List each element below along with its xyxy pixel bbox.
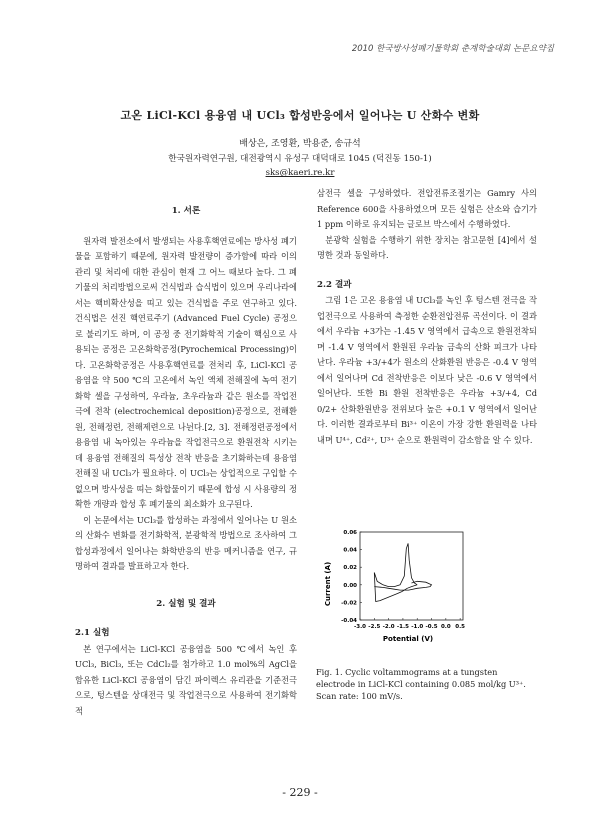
y-tick-label: -0.04 bbox=[341, 618, 357, 624]
x-tick-label: -1.0 bbox=[411, 624, 424, 630]
subsection-heading-results: 2.2 결과 bbox=[317, 279, 352, 290]
left-column bbox=[75, 204, 297, 719]
x-tick-label: -2.5 bbox=[368, 624, 381, 630]
cv-chart bbox=[318, 524, 468, 644]
x-tick-label: -2.0 bbox=[382, 624, 395, 630]
author-email[interactable]: sks@kaeri.re.kr bbox=[265, 168, 335, 178]
y-tick-label: 0.06 bbox=[343, 530, 357, 536]
x-tick-label: 0.0 bbox=[440, 624, 451, 630]
experiment-paragraph-cont: 삼전극 셀을 구성하였다. 전압전류조절기는 Gamry 사의 Reference 600을 사용하였으며 모든 실험은 산소와 습기가 1 ppm 이하로 유지되는 글로브 박스에서 수행하였다. bbox=[317, 188, 537, 229]
section-heading-experiment: 2. 실험 및 결과 bbox=[156, 598, 216, 609]
x-axis-label: Potential (V) bbox=[382, 635, 434, 643]
y-tick-label: 0.04 bbox=[343, 547, 357, 554]
y-tick-label: -0.02 bbox=[341, 600, 357, 607]
subsection-heading-experiment: 2.1 실험 bbox=[75, 628, 110, 638]
y-axis-label: Current (A) bbox=[324, 561, 332, 607]
intro-paragraph-2: 이 논문에서는 UCl₃를 합성하는 과정에서 일어나는 U 원소의 산화수 변화를 전기화학적, 분광학적 방법으로 조사하여 그 합성과정에서 일어나는 화학반응의 반응 메커니즘을 연구, 규명하여 결과를 발표하고자 한다. bbox=[75, 514, 297, 571]
section-heading-intro: 1. 서론 bbox=[171, 206, 201, 216]
cv-curve-2 bbox=[374, 581, 431, 590]
affiliation: 한국원자력연구원, 대전광역시 유성구 대덕대로 1045 (덕진동 150-1) bbox=[168, 154, 432, 164]
right-column bbox=[317, 186, 537, 448]
results-paragraph: 그림 1은 고온 용융염 내 UCl₃를 녹인 후 텅스텐 전극을 작업전극으로 사용하여 측정한 순환전압전류 곡선이다. 이 결과에서 우라늄 +3가는 -1.45 V 영역에서 급속으로 환원전착되며 -1.4 V 영역에서 환원된 우라늄 금속의 산화 피크가 나타난다. 우라늄 +3/+4가 원소의 산화환원 반응은 -0.4 V 영역에서 일어나며 Cd 전착반응은 이보다 낮은 -0.6 V 영역에서 일어난다. 또한 Bi 환원 전착반응은 우라늄 +3/+4, Cd 0/2+ 산화환원반응 전위보다 높은 +0.1 V 영역에서 일어난다. 이러한 결과로부터 Bi³⁺ 이온이 가장 강한 환원력을 나타내며 U⁴⁺, Cd²⁺, U³⁺ 순으로 환원력이 감소함을 알 수 있다. bbox=[317, 295, 537, 445]
paper-title: 고온 LiCl-KCl 용융염 내 UCl₃ 합성반응에서 일어나는 U 산화수 변화 bbox=[120, 109, 480, 122]
figure-caption: Fig. 1. Cyclic voltammograms at a tungsten electrode in LiCl-KCl containing 0.085 mol/kg U³⁺. Scan rate: 100 mV/s. bbox=[316, 667, 526, 701]
x-tick-label: -3.0 bbox=[353, 624, 367, 630]
analysis-paragraph: 분광학 실험을 수행하기 위한 장치는 참고문헌 [4]에서 설명한 것과 동일하다. bbox=[317, 234, 537, 260]
cv-curve-1 bbox=[374, 543, 417, 601]
authors: 배상은, 조영환, 박용준, 송규석 bbox=[239, 139, 361, 149]
y-tick-label: 0.00 bbox=[343, 582, 357, 589]
page-number: - 229 - bbox=[282, 786, 318, 799]
x-tick-label: -1.5 bbox=[396, 624, 409, 630]
y-tick-label: 0.02 bbox=[343, 565, 357, 572]
x-tick-label: -0.5 bbox=[425, 624, 438, 630]
running-header: 2010 한국방사성폐기물학회 춘계학술대회 논문요약집 bbox=[351, 44, 554, 54]
experiment-paragraph: 본 연구에서는 LiCl-KCl 공융염을 500 ℃에서 녹인 후 UCl₃, BiCl₃, 또는 CdCl₂를 첨가하고 1.0 mol%의 AgCl을 함유한 LiCl-KCl 공융염이 담긴 파이렉스 유리관을 기준전극으로, 텅스텐을 상대전극 및 작업전극으로 사용하여 전기화학적 bbox=[75, 643, 297, 716]
intro-paragraph-1: 원자력 발전소에서 발생되는 사용후핵연료에는 방사성 폐기물을 포함하기 때문에, 원자력 발전량이 증가함에 따라 이의 관리 및 처리에 대한 관심이 현재 그 어느 때보다 높다. 그 폐기물의 처리방법으로써 건식법과 습식법이 있으며 우리나라에서는 핵비확산성을 띠고 있는 건식법을 주로 연구하고 있다. 건식법은 선진 핵연료주기 (Advanced Fuel Cycle) 공정으로 불리기도 하며, 이 공정 중 전기화학적 기술이 핵심으로 사용되는 공정은 고온화학공정(Pyrochemical Processing)이다. 고온화학공정은 사용후핵연료를 전처리 후, LiCl-KCl 공융염을 약 500 ℃의 고온에서 녹인 액체 전해질에 녹여 전기화학 셀을 구성하여, 우라늄, 초우라늄과 같은 원소를 작업전극에 전착 (electrochemical deposition)공정으로, 전해환원, 전해정련, 전해제련으로 나뉜다.[2, 3]. 전해정련공정에서 용융염 내 녹아있는 우라늄을 작업전극으로 환원전착 시키는데 용융염 전해질의 특성상 전착 반응을 초기화하는데 용융염 전해질 내 UCl₃가 필요하다. 이 UCl₃는 상업적으로 구입할 수 없으며 방사성을 띠는 화합물이기 때문에 합성 시 사용량의 정확한 개량과 합성 후 폐기물의 최소화가 요구된다. bbox=[75, 235, 297, 509]
x-tick-label: 0.5 bbox=[455, 624, 466, 630]
